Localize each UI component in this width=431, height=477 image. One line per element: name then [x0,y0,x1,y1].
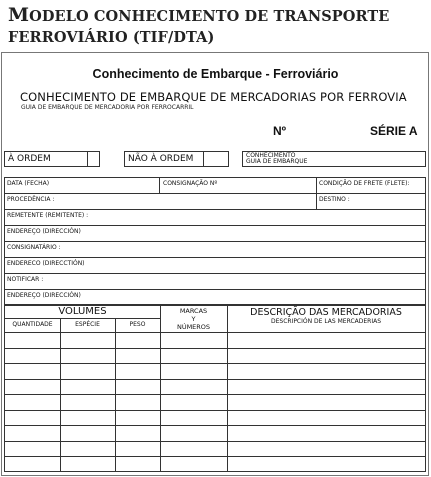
marcas-header: MARCAS [179,307,208,315]
endereco-consignatario-label: ENDERECO (DIRECCTIÓN) [7,260,85,267]
column-divider [115,318,116,472]
guia-embarque-label: GUIA DE EMBARQUE [246,158,308,165]
goods-table [4,304,426,472]
procedencia-label: PROCEDÊNCIA : [7,196,55,203]
row-remetente[interactable] [4,209,426,226]
divider [316,194,317,209]
column-divider [227,305,228,472]
divider [316,178,317,193]
row-endereco-remetente[interactable] [4,225,426,242]
nao-a-ordem-label: NÃO À ORDEM [128,154,194,164]
numero-label: Nº [273,124,287,138]
table-row-line [5,456,425,457]
condicao-frete-label: CONDIÇÃO DE FRETE (FLETE): [319,180,410,187]
consignatario-label: CONSIGNATÁRIO : [7,244,61,251]
data-label: DATA (FECHA) [7,180,50,187]
consignacao-label: CONSIGNAÇÃO Nº [163,180,218,187]
table-row-line [5,394,425,395]
serie-label: SÉRIE A [370,124,418,138]
table-row-line [5,425,425,426]
quantidade-header: QUANTIDADE [12,321,53,328]
table-row-line [5,363,425,364]
descricao-header: DESCRIÇÃO DAS MERCADORIAS [250,307,402,318]
volumes-header: VOLUMES [58,306,107,317]
column-divider [60,318,61,472]
row-notificar[interactable] [4,273,426,290]
document-title [8,5,428,48]
table-row-line [5,410,425,411]
title-line-1-rest: ODELO CONHECIMENTO DE TRANSPORTE [29,8,390,25]
notificar-label: NOTIFICAR : [7,276,44,283]
row-endereco-consignatario[interactable] [4,257,426,274]
table-row-line [5,441,425,442]
endereco-notificar-label: ENDEREÇO (DIRECCIÓN) [7,292,81,299]
header-divider [5,318,160,319]
divider [159,178,160,193]
conhecimento-label: CONHECIMENTO [246,152,296,159]
remetente-label: REMETENTE (REMITENTE) : [7,212,89,219]
row-procedencia[interactable] [4,193,426,210]
especie-header: ESPÉCIE [75,321,100,328]
nao-a-ordem-box[interactable] [124,151,204,167]
row-consignatario[interactable] [4,241,426,258]
form-main-title: CONHECIMENTO DE EMBARQUE DE MERCADORIAS POR FERROVIA [20,90,407,104]
a-ordem-label: À ORDEM [8,154,51,164]
table-row-line [5,348,425,349]
header-divider [5,332,425,333]
row-data[interactable] [4,177,426,194]
marcas-y: Y [191,315,196,323]
title-line-1 [8,5,428,27]
form-heading: Conhecimento de Embarque - Ferroviário [92,67,339,81]
a-ordem-checkbox[interactable] [87,151,100,167]
conhecimento-box[interactable] [242,151,426,167]
form-subtitle: GUIA DE EMBARQUE DE MERCADORIA POR FERROCARRIL [21,104,194,111]
table-row-line [5,379,425,380]
endereco-remetente-label: ENDEREÇO (DIRECCIÓN) [7,228,81,235]
title-line-2: FERROVIÁRIO (TIF/DTA) [8,29,215,46]
peso-header: PESO [129,321,146,328]
destino-label: DESTINO : [319,196,350,203]
nao-a-ordem-checkbox[interactable] [203,151,229,167]
title-initial: M [8,4,30,26]
descricao-subheader: DESCRIPCIÓN DE LAS MERCADERIAS [270,318,382,325]
numeros-header: NÚMEROS [176,323,211,331]
a-ordem-box[interactable] [4,151,88,167]
